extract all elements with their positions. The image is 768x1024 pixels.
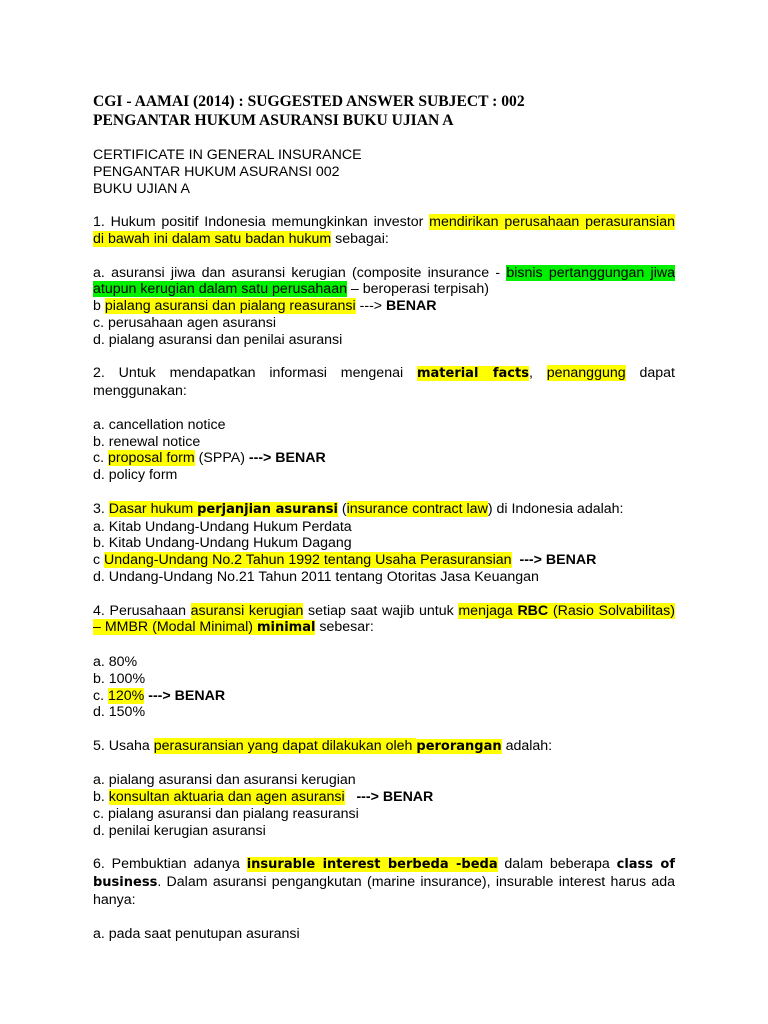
question-1-text: [93, 214, 675, 248]
q2-option-d: d. policy form: [93, 467, 178, 484]
q3-c-benar: ---> BENAR: [519, 552, 597, 569]
q2-text-mid: ,: [528, 365, 547, 382]
q6-text-pre: 6. Pembuktian adanya: [93, 856, 247, 873]
q2-text-pre: 2. Untuk mendapatkan informasi mengenai: [93, 365, 417, 382]
q1-text-post: sebagai:: [331, 230, 389, 247]
q2-c-highlight: proposal form: [107, 450, 195, 467]
q5-text-pre: 5. Usaha: [93, 737, 154, 754]
question-3: [93, 501, 675, 586]
q3-text-mid: (: [337, 500, 347, 517]
question-5: [93, 738, 675, 840]
q4-highlight-3-bold: minimal: [256, 620, 316, 636]
q3-option-c: [93, 552, 675, 569]
q3-highlight-2: insurance contract law: [346, 500, 488, 517]
question-6: [93, 856, 675, 942]
q4-option-d: d. 150%: [93, 704, 146, 721]
q4-option-b: b. 100%: [93, 670, 146, 687]
q4-text-pre: 4. Perusahaan: [93, 602, 191, 619]
q6-bold-term: class of business: [93, 857, 676, 891]
q5-b-highlight: konsultan aktuaria dan agen asuransi: [108, 789, 345, 806]
q5-option-c: c. pialang asuransi dan pialang reasuransi: [93, 806, 359, 823]
q5-option-d: d. penilai kerugian asuransi: [93, 822, 266, 839]
q1-highlight: mendirikan perusahaan perasuransian di bawah ini dalam satu badan hukum: [93, 214, 675, 247]
q5-option-b: [93, 789, 675, 806]
q4-option-a: a. 80%: [93, 653, 138, 670]
q1-b-highlight: pialang asuransi dan pialang reasuransi: [104, 298, 356, 315]
q4-highlight-2-bold: RBC: [517, 602, 549, 619]
q3-option-d: d. Undang-Undang No.21 Tahun 2011 tentang Otoritas Jasa Keuangan: [93, 568, 539, 585]
q5-b-benar: ---> BENAR: [356, 789, 434, 806]
question-2: [93, 365, 675, 484]
q1-option-b: [93, 298, 675, 315]
q1-b-benar: BENAR: [382, 298, 437, 315]
subtitle-1: CERTIFICATE IN GENERAL INSURANCE: [93, 147, 362, 163]
q1-option-a: [93, 265, 675, 299]
q5-option-a: a. pialang asuransi dan asuransi kerugian: [93, 772, 356, 789]
q5-text-post: adalah:: [501, 737, 553, 754]
q4-highlight-3: (Rasio Solvabilitas) – MMBR (Modal Minimal): [93, 602, 675, 636]
q5-b-prefix: b.: [93, 789, 109, 806]
q3-option-b: b. Kitab Undang-Undang Hukum Dagang: [93, 535, 352, 552]
question-6-text: [93, 856, 675, 908]
q6-option-a: a. pada saat penutupan asuransi: [93, 925, 300, 942]
q3-text-post: ) di Indonesia adalah:: [487, 500, 624, 517]
q6-highlight-bold: insurable interest berbeda -beda: [246, 857, 498, 873]
q3-highlight-1-bold: perjanjian asuransi: [197, 501, 338, 517]
document-content: [93, 92, 675, 942]
q3-c-highlight: Undang-Undang No.2 Tahun 1992 tentang Usaha Perasuransian: [104, 552, 512, 569]
q1-text-pre: 1. Hukum positif Indonesia memungkinkan investor: [93, 214, 430, 231]
title-line-2: PENGANTAR HUKUM ASURANSI BUKU UJIAN A: [93, 112, 454, 129]
q1-option-d: d. pialang asuransi dan penilai asuransi: [93, 331, 343, 348]
q4-text-mid: setiap saat wajib untuk: [303, 602, 459, 619]
q3-text-pre: 3.: [93, 500, 109, 517]
q4-c-highlight: 120%: [107, 687, 145, 704]
q2-c-post: (SPPA): [194, 450, 249, 467]
q5-highlight-bold: perorangan: [416, 738, 502, 754]
q3-c-prefix: c: [93, 552, 105, 569]
q5-highlight: perasuransian yang dapat dilakukan oleh: [153, 737, 417, 754]
q4-highlight-1: asuransi kerugian: [190, 602, 304, 619]
q2-option-b: b. renewal notice: [93, 433, 201, 450]
question-4-text: [93, 603, 675, 638]
q3-highlight-1: Dasar hukum: [108, 500, 198, 517]
q1-a-text: a. asuransi jiwa dan asuransi kerugian (composite insurance -: [93, 264, 507, 281]
q3-option-a: a. Kitab Undang-Undang Hukum Perdata: [93, 518, 352, 535]
document-title: [93, 92, 675, 130]
q4-option-c: [93, 688, 675, 705]
q4-text-post: sebesar:: [315, 619, 374, 636]
question-1: [93, 214, 675, 348]
subtitle-3: BUKU UJIAN A: [93, 180, 190, 197]
q6-text-post: . Dalam asuransi pengangkutan (marine insurance), insurable interest harus ada hanya:: [93, 874, 675, 909]
question-4: [93, 603, 675, 722]
q1-b-arrow: --->: [355, 298, 383, 315]
q1-b-prefix: b: [93, 298, 105, 315]
q1-a-post: – beroperasi terpisah): [346, 281, 489, 298]
q2-highlight: penanggung: [546, 365, 626, 382]
q6-text-mid: dalam beberapa: [497, 856, 617, 873]
question-5-text: [93, 738, 675, 756]
title-line-1: CGI - AAMAI (2014) : SUGGESTED ANSWER SUBJECT : 002: [93, 93, 525, 110]
q1-a-highlight: bisnis pertanggungan jiwa atupun kerugian dalam satu perusahaan: [93, 264, 675, 298]
q2-option-c: [93, 450, 675, 467]
q1-option-c: c. perusahaan agen asuransi: [93, 314, 276, 331]
q2-c-prefix: c.: [93, 450, 108, 467]
question-3-text: [93, 501, 675, 519]
q4-c-benar: ---> BENAR: [148, 687, 226, 704]
subtitle-2: PENGANTAR HUKUM ASURANSI 002: [93, 163, 340, 180]
q4-c-prefix: c.: [93, 687, 108, 704]
question-2-text: [93, 365, 675, 400]
q2-c-benar: ---> BENAR: [248, 450, 326, 467]
q2-highlight-bold: material facts: [416, 366, 529, 382]
certificate-header: [93, 147, 675, 197]
q4-highlight-2: menjaga: [458, 602, 518, 619]
q2-text-post: dapat menggunakan:: [93, 365, 675, 400]
q2-option-a: a. cancellation notice: [93, 416, 226, 433]
